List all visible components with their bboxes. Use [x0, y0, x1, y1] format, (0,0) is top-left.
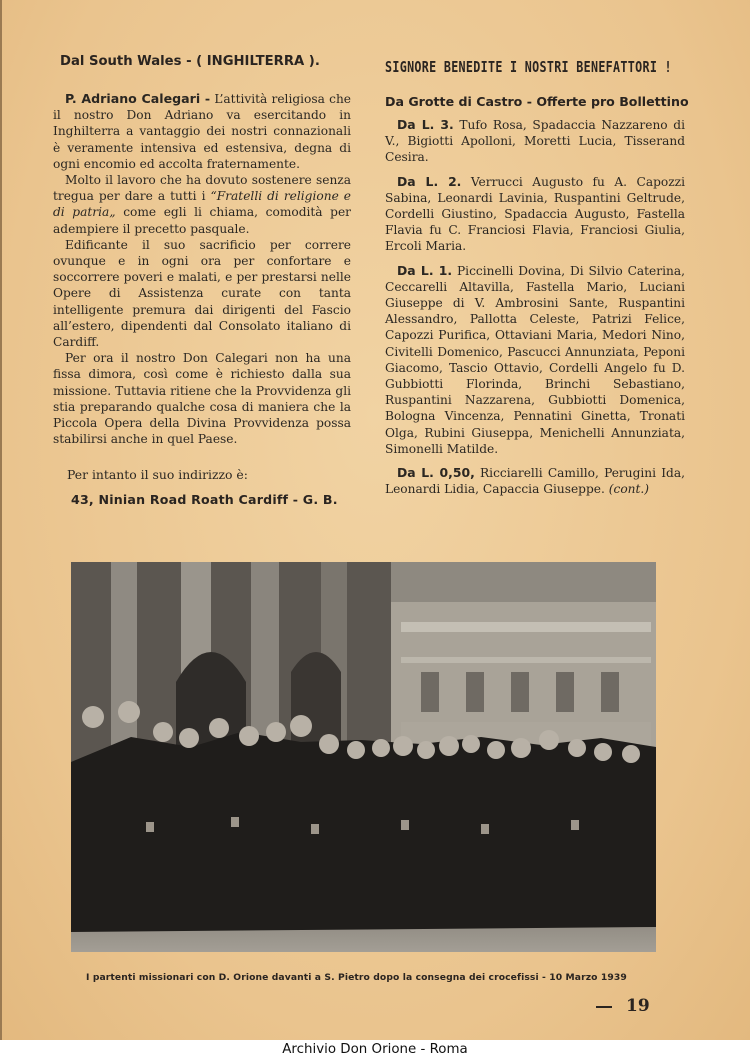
donation-names: Verrucci Augusto fu A. Capozzi Sabina, Leonardi Lavinia, Ruspantini Geltrude, Cordelli Giustino, Spadaccia Augusto, Fastella Flavia fu C. Franciosi Flavia, Franciosi Giulia, Ercoli Maria. — [385, 174, 685, 254]
donation-amount: Da L. 2. — [397, 173, 462, 189]
paragraph-2-before: Molto il lavoro che ha dovuto sostenere senza tregua per dare a tutti i — [53, 173, 351, 204]
page-edge — [0, 0, 2, 1040]
address-intro: Per intanto il suo indirizzo è: — [67, 467, 248, 483]
paragraph-1 — [53, 91, 351, 172]
page-number-dash — [596, 1006, 612, 1008]
donation-group — [385, 465, 685, 497]
left-column — [53, 50, 351, 507]
left-heading: Dal South Wales - ( INGHILTERRA ). — [60, 54, 320, 69]
benefactors-title: SIGNORE BENEDITE I NOSTRI BENEFATTORI ! — [385, 58, 672, 76]
paragraph-2-after: come egli li chiama, comodità per adempiere il precetto pasquale. — [53, 205, 352, 236]
donation-names: Ricciarelli Camillo, Perugini Ida, Leonardi Lidia, Capaccia Giuseppe. — [385, 466, 686, 497]
donation-names: Tufo Rosa, Spadaccia Nazzareno di V., Bigiotti Apolloni, Moretti Lucia, Tisserand Cesira. — [385, 118, 685, 165]
donation-amount: Da L. 0,50, — [397, 465, 475, 481]
group-photo-illustration — [71, 562, 656, 952]
donation-group — [385, 263, 685, 457]
page-number-value: 19 — [626, 996, 650, 1016]
offerings-subtitle: Da Grotte di Castro - Offerte pro Bollettino — [385, 94, 689, 109]
donation-amount: Da L. 1. — [397, 262, 453, 278]
person-name: P. Adriano Calegari - — [65, 91, 211, 106]
page-number — [596, 996, 650, 1016]
donation-group — [385, 117, 685, 166]
donation-amount: Da L. 3. — [397, 117, 454, 132]
photo-caption: I partenti missionari con D. Orione davanti a S. Pietro dopo la consegna dei crocefissi - 10 Marzo 1939 — [86, 972, 627, 984]
address-line: 43, Ninian Road Roath Cardiff - G. B. — [71, 492, 338, 508]
donation-names: Piccinelli Dovina, Di Silvio Caterina, Ceccarelli Altavilla, Fastella Mario, Luciani Giuseppe di V. Ambrosini Sante, Ruspantini Alessandro, Pallotta Celeste, Patrizi Felice, Capozzi Purifica, Ottaviani Maria, Medori Nino, Civitelli Domenico, Pascucci Annunziata, Peponi Giacomo, Tascio Ottavio, Cordelli Angelo fu D. Gubbiotti Florinda, Brinchi Sebastiano, Ruspantini Nazzarena, Gubbiotti Domenica, Bologna Vincenza, Pennatini Ginetta, Tronati Olga, Rubini Giuseppa, Menichelli Annunziata, Simonelli Matilde. — [385, 263, 685, 456]
donation-group — [385, 174, 685, 255]
archive-label: Archivio Don Orione - Roma — [282, 1042, 468, 1057]
continued-marker: (cont.) — [608, 482, 650, 497]
group-photo — [71, 562, 656, 952]
paragraph-3: Edificante il suo sacrificio per correre ovunque e in ogni ora per confortare e soccorrere poveri e malati, e per prestarsi nelle Opere di Assistenza curate con tanta intelligente premura dai dirigenti del Fascio all’estero, dipendenti dal Consolato italiano di Cardiff. — [53, 237, 351, 350]
paragraph-2-quote: “Fratelli di religione e di patria„ — [53, 189, 352, 220]
paragraph-1-text: L’attività religiosa che il nostro Don Adriano va esercitando in Inghilterra a vantaggio dei nostri connazionali è veramente intensiva ed estensiva, degna di ogni encomio ed accolta fraternamente. — [53, 92, 352, 171]
paragraph-4: Per ora il nostro Don Calegari non ha una fissa dimora, così come è richiesto dalla sua missione. Tuttavia ritiene che la Provvidenza gli stia preparando qualche cosa di maniera che la Piccola Opera della Divina Provvidenza possa stabilirsi anche in quel Paese. — [53, 351, 351, 447]
right-column — [385, 58, 689, 497]
paragraph-2 — [53, 172, 351, 237]
